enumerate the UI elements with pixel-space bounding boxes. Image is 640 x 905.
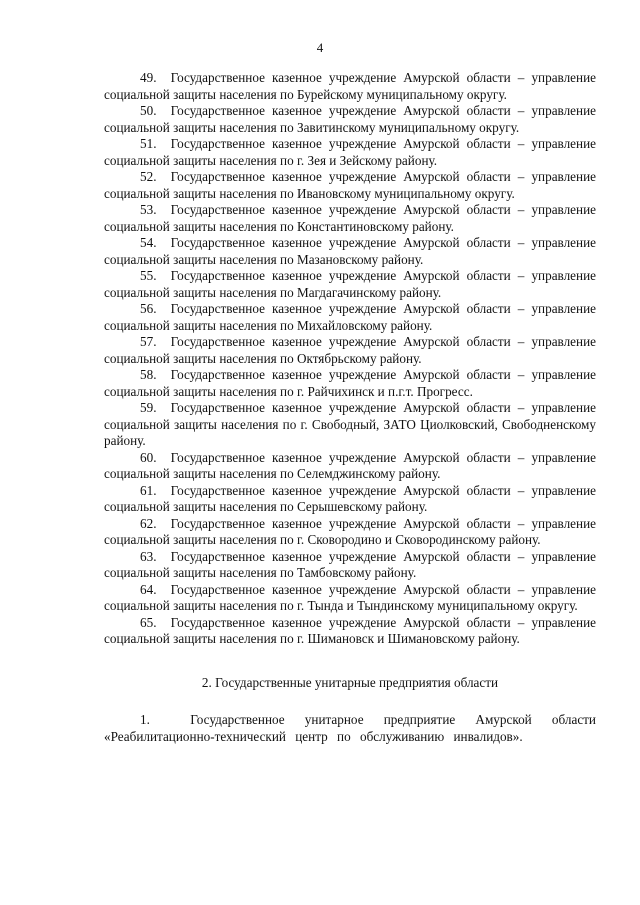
list-item-number: 65. (140, 614, 157, 630)
list-item-text: Государственное казенное учреждение Амурской области – управление социальной защиты населения по Селемджинскому району. (104, 449, 596, 481)
list-item-number: 57. (140, 334, 157, 349)
list-item-number: 52. (140, 169, 157, 184)
list-item-text: Государственное казенное учреждение Амурской области – управление социальной защиты населения по Тамбовскому району. (104, 548, 596, 580)
enterprise-list (104, 712, 596, 745)
list-item-text: Государственное казенное учреждение Амурской области – управление социальной защиты населения по Октябрьскому району. (104, 334, 596, 366)
institution-list (104, 70, 596, 648)
list-item-number: 62. (140, 515, 157, 531)
list-item-text: Государственное казенное учреждение Амурской области – управление социальной защиты населения по г. Тында и Тындинскому муниципальному округу. (104, 581, 596, 613)
list-item (104, 516, 596, 549)
list-item (104, 301, 596, 334)
list-item-number: 49. (140, 70, 157, 85)
list-item-text: Государственное казенное учреждение Амурской области – управление социальной защиты населения по Завитинскому муниципальному округу. (104, 103, 596, 135)
list-item (104, 235, 596, 268)
list-item-number: 59. (140, 400, 157, 415)
list-item (104, 202, 596, 235)
section-title: 2. Государственные унитарные предприятия области (201, 674, 499, 690)
list-item-number: 51. (140, 136, 157, 151)
list-item-text: Государственное казенное учреждение Амурской области – управление социальной защиты населения по Магдагачинскому району. (104, 268, 596, 300)
list-item-number: 56. (140, 301, 157, 316)
list-item-text: Государственное казенное учреждение Амурской области – управление социальной защиты населения по Михайловскому району. (104, 301, 596, 333)
list-item (104, 582, 596, 615)
list-item (104, 70, 596, 103)
list-item-text: Государственное казенное учреждение Амурской области – управление социальной защиты населения по Мазановскому району. (104, 235, 596, 267)
list-item-number: 53. (140, 202, 157, 217)
list-item-number: 50. (140, 103, 157, 118)
list-item-text: Государственное казенное учреждение Амурской области – управление социальной защиты населения по г. Зея и Зейскому району. (104, 136, 596, 168)
list-item (104, 450, 596, 483)
list-item (104, 549, 596, 582)
list-item-number: 64. (140, 581, 157, 597)
list-item-number: 55. (140, 268, 157, 283)
list-item (104, 483, 596, 516)
list-item (104, 268, 596, 301)
page-number: 4 (316, 40, 324, 55)
enterprise-item (104, 712, 596, 745)
list-item-text: Государственное казенное учреждение Амурской области – управление социальной защиты населения по г. Райчихинск и п.г.т. Прогресс. (104, 367, 596, 399)
enterprise-item-text: Государственное унитарное предприятие Амурской области «Реабилитационно-технический центр по обслуживанию инвалидов». (104, 712, 596, 744)
enterprise-item-number: 1. (140, 712, 150, 727)
list-item-number: 60. (140, 449, 157, 465)
list-item (104, 615, 596, 648)
document-body (104, 70, 596, 758)
list-item-text: Государственное казенное учреждение Амурской области – управление социальной защиты населения по Константиновскому району. (104, 202, 596, 234)
list-item-number: 63. (140, 548, 157, 564)
list-item (104, 136, 596, 169)
list-item-number: 54. (140, 235, 157, 250)
list-item (104, 103, 596, 136)
list-item (104, 400, 596, 450)
list-item-text: Государственное казенное учреждение Амурской области – управление социальной защиты населения по Ивановскому муниципальному округу. (104, 169, 596, 201)
list-item (104, 334, 596, 367)
list-item-number: 58. (140, 367, 157, 382)
list-item (104, 367, 596, 400)
list-item-text: Государственное казенное учреждение Амурской области – управление социальной защиты населения по Бурейскому муниципальному округу. (104, 70, 596, 102)
list-item-text: Государственное казенное учреждение Амурской области – управление социальной защиты населения по Серышевскому району. (104, 482, 596, 514)
list-item (104, 169, 596, 202)
list-item-text: Государственное казенное учреждение Амурской области – управление социальной защиты населения по г. Шимановск и Шимановскому району. (104, 614, 596, 646)
list-item-text: Государственное казенное учреждение Амурской области – управление социальной защиты населения по г. Сковородино и Сковородинскому району. (104, 515, 596, 547)
list-item-number: 61. (140, 482, 157, 498)
list-item-text: Государственное казенное учреждение Амурской области – управление социальной защиты населения по г. Свободный, ЗАТО Циолковский, Свободненскому району. (104, 400, 596, 448)
